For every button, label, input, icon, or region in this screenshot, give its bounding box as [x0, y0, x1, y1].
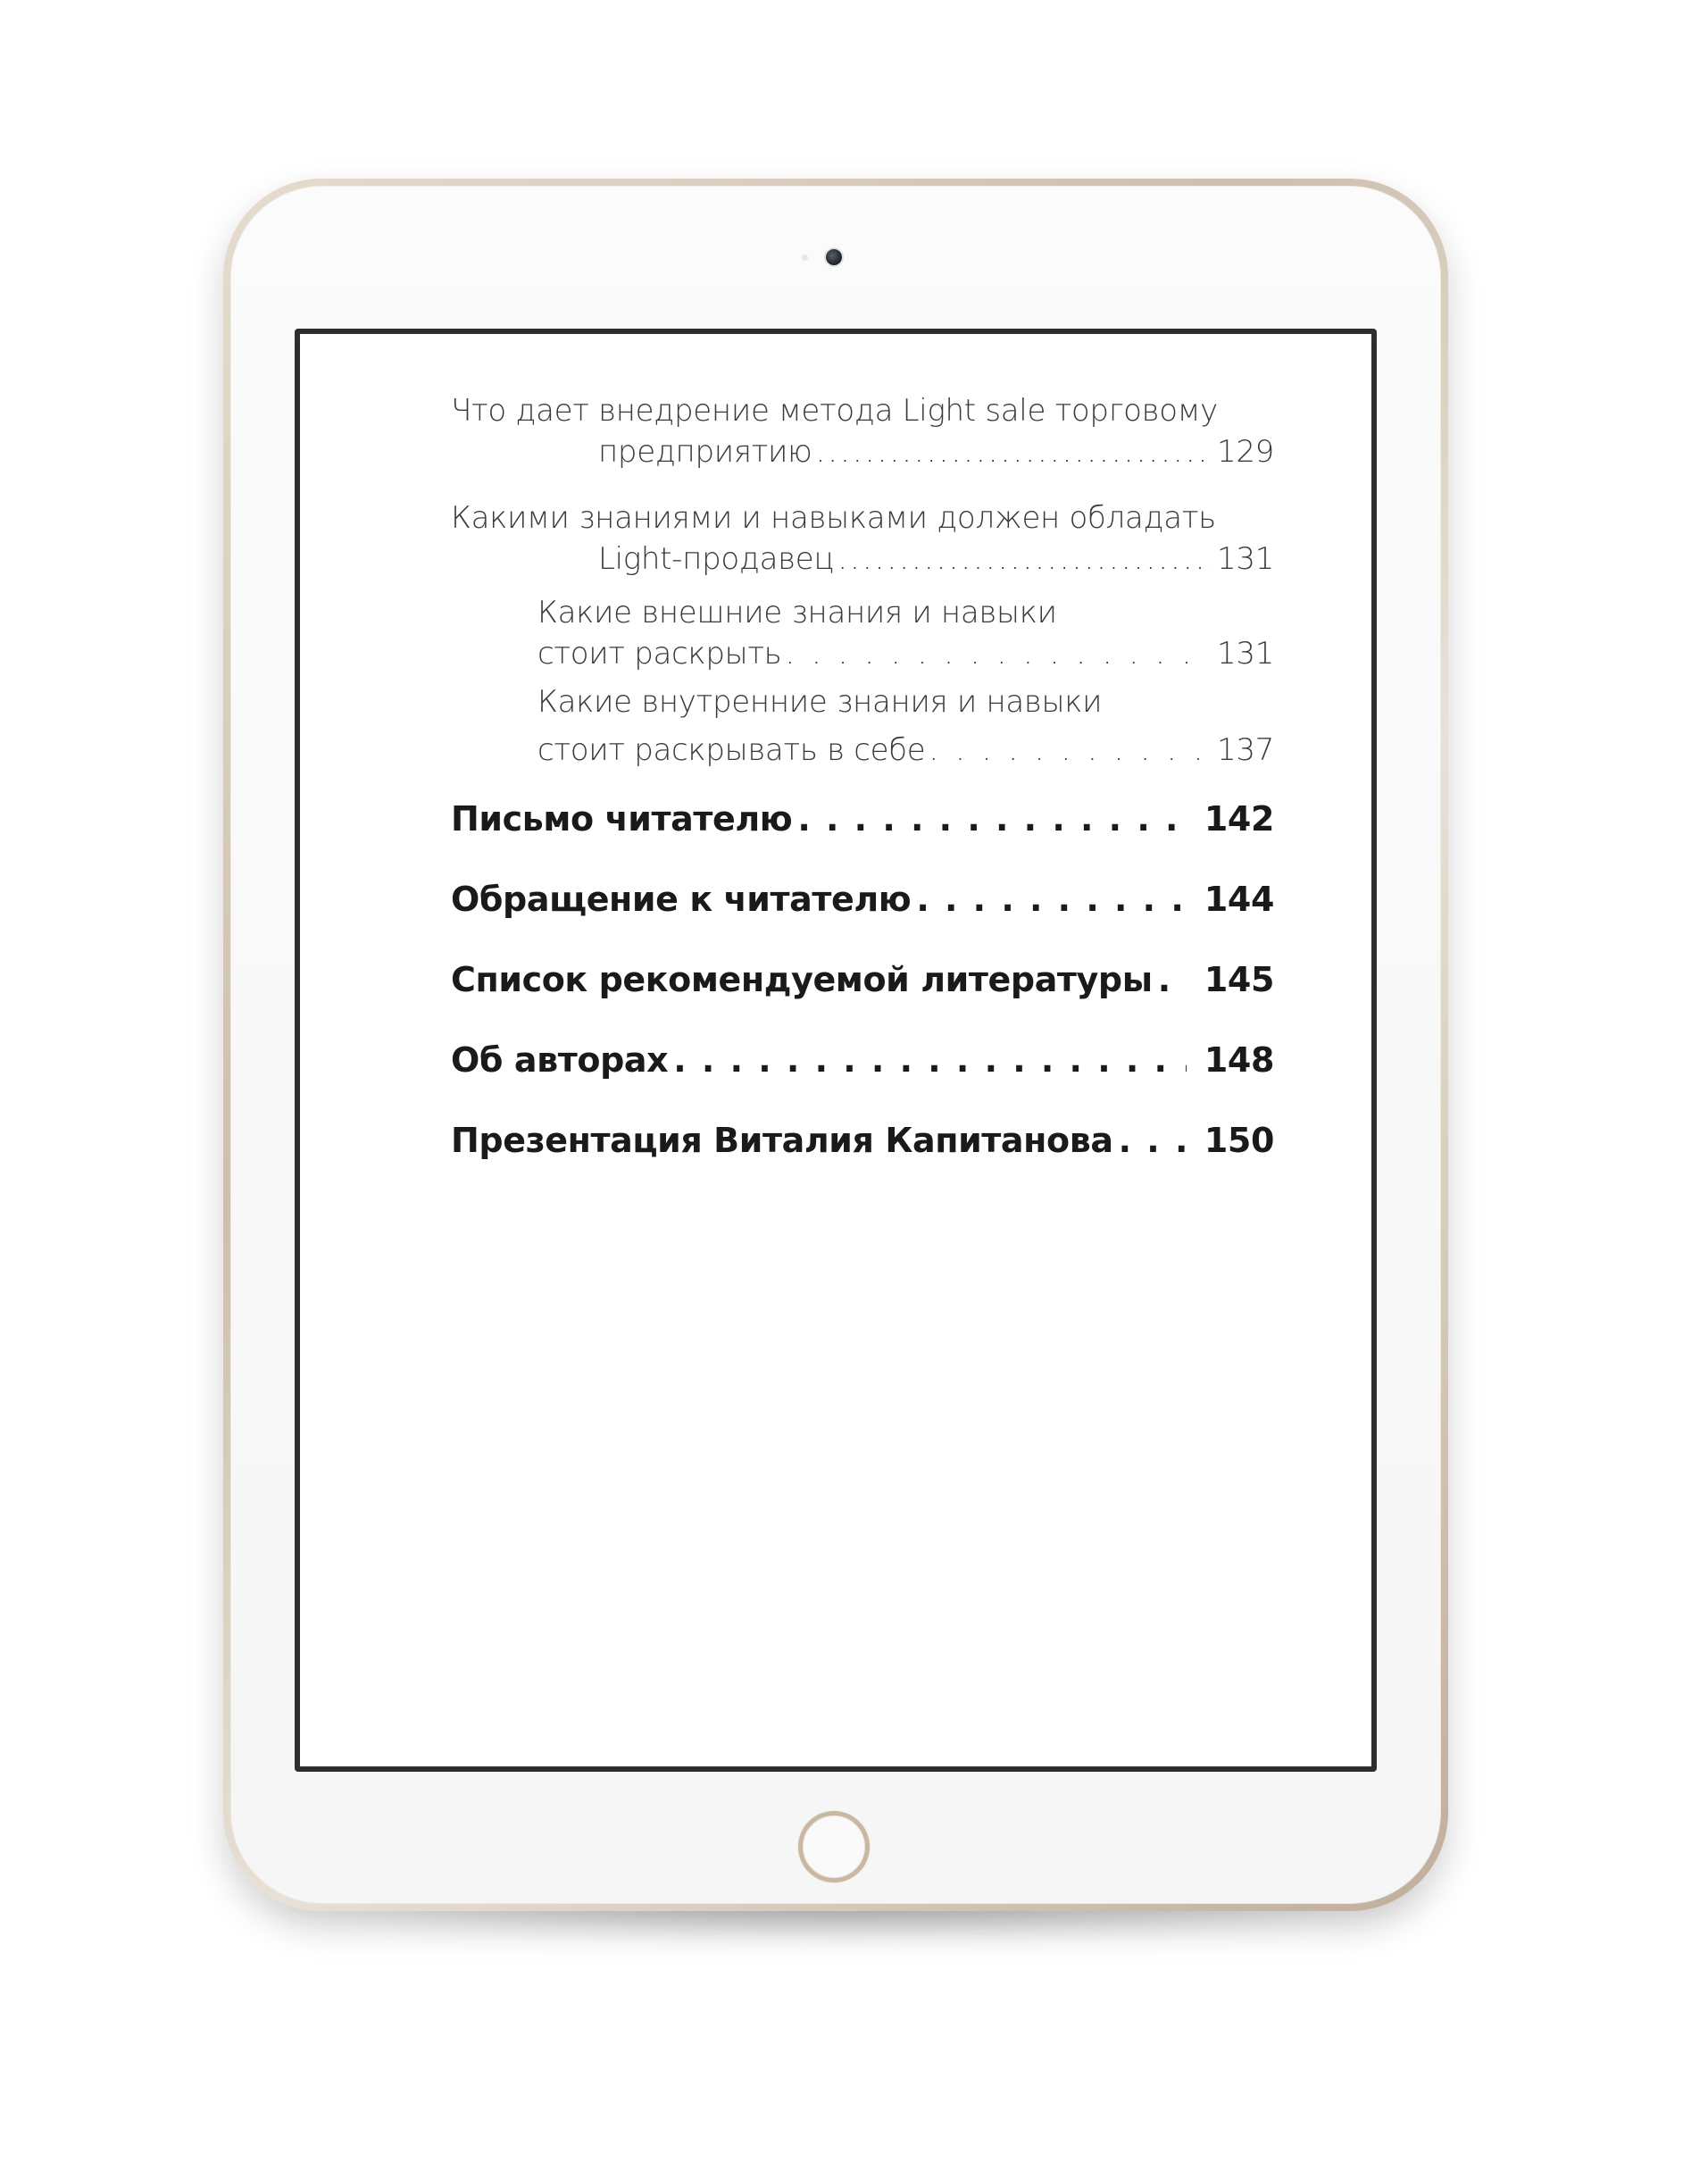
- toc-chapter-entry[interactable]: [451, 1040, 1274, 1080]
- toc-chapter-title: Письмо читателю: [451, 799, 793, 839]
- toc-page-number: 131: [1217, 636, 1274, 672]
- toc-entry-title-line1: Какими знаниями и навыками должен обладать: [451, 500, 1216, 536]
- toc-leader-dots: [1158, 960, 1187, 999]
- toc-leader-dots: [929, 732, 1212, 768]
- toc-chapter-entry[interactable]: [451, 799, 1274, 839]
- toc-chapter-entry[interactable]: [451, 1121, 1274, 1160]
- toc-chapter-title: Список рекомендуемой литературы: [451, 960, 1153, 999]
- toc-entry-title-line2: стоит раскрыть: [537, 636, 782, 672]
- light-sensor: [802, 255, 808, 261]
- toc-entry[interactable]: [537, 684, 1274, 768]
- toc-page-number: 137: [1217, 732, 1274, 768]
- front-camera-icon: [826, 249, 842, 265]
- toc-entry[interactable]: [537, 595, 1274, 672]
- toc-entry-title-line2: предприятию: [598, 434, 812, 470]
- toc-page-number: 148: [1204, 1040, 1274, 1080]
- toc-chapter-title: Презентация Виталия Капитанова: [451, 1121, 1113, 1160]
- toc-chapter-title: Обращение к читателю: [451, 880, 912, 919]
- toc-leader-dots: [837, 541, 1212, 577]
- toc-page-number: 145: [1204, 960, 1274, 999]
- toc-entry-title-line1: Какие внешние знания и навыки: [537, 595, 1057, 630]
- toc-leader-dots: [797, 799, 1187, 839]
- toc-page-number: 150: [1204, 1121, 1274, 1160]
- toc-page-number: 142: [1204, 799, 1274, 839]
- toc-entry[interactable]: [451, 500, 1274, 577]
- toc-entry[interactable]: [451, 393, 1274, 470]
- toc-leader-dots: [815, 434, 1212, 470]
- toc-leader-dots: [1119, 1121, 1187, 1160]
- toc-page-number: 144: [1204, 880, 1274, 919]
- toc-chapter-entry[interactable]: [451, 960, 1274, 999]
- toc-entry-title-line2: Light-продавец: [598, 541, 835, 577]
- toc-leader-dots: [785, 636, 1212, 672]
- toc-page-number: 129: [1217, 434, 1274, 470]
- toc-entry-title-line2: стоит раскрывать в себе: [537, 732, 926, 768]
- toc-page-number: 131: [1217, 541, 1274, 577]
- toc-entry-title-line1: Что дает внедрение метода Light sale торговому: [451, 393, 1218, 429]
- toc-chapter-title: Об авторах: [451, 1040, 669, 1080]
- home-button[interactable]: [798, 1811, 870, 1882]
- toc-leader-dots: [673, 1040, 1187, 1080]
- toc-chapter-entry[interactable]: [451, 880, 1274, 919]
- toc-entry-title-line1: Какие внутренние знания и навыки: [537, 684, 1103, 720]
- toc-leader-dots: [916, 880, 1187, 919]
